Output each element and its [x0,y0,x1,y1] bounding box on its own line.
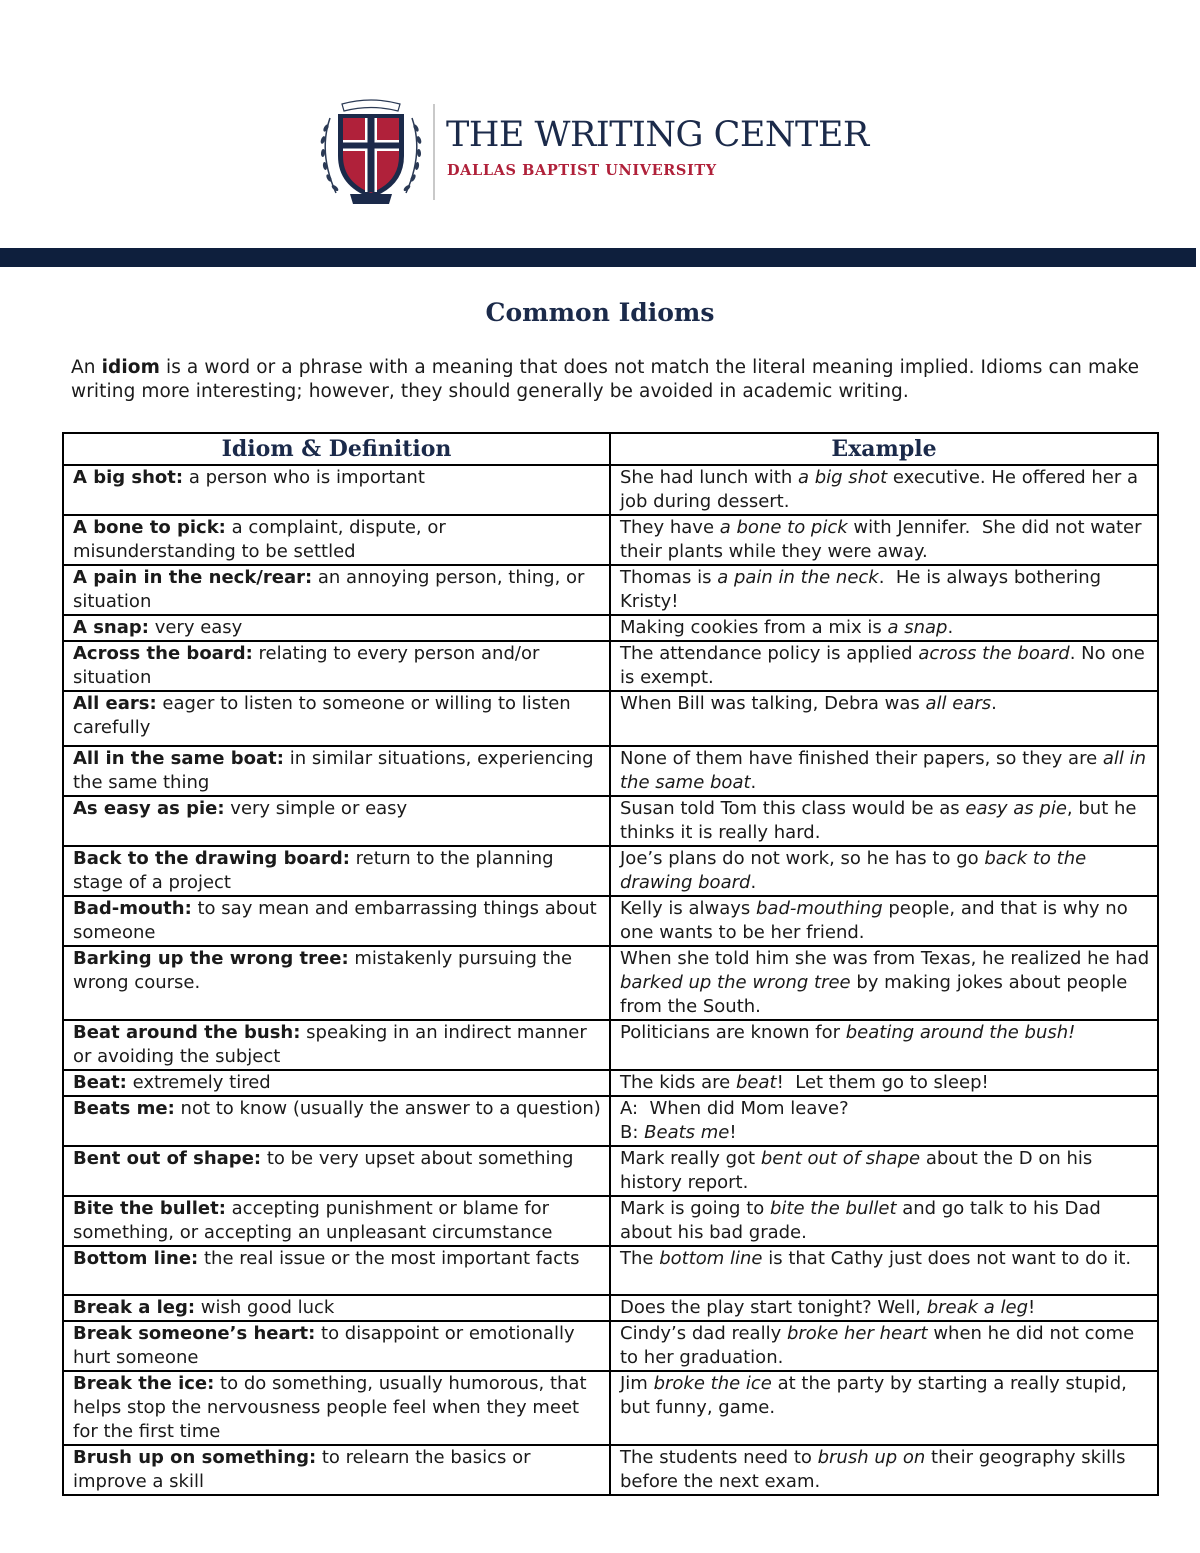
idiom-term: Break the ice: [73,1373,215,1394]
example-text: Joe’s plans do not work, so he has to go [620,848,985,869]
idiom-definition: to be very upset about something [261,1148,574,1169]
example-text: The [620,1248,660,1269]
table-row [63,465,1158,515]
idiom-cell [63,641,610,691]
idiom-cell [63,1246,610,1295]
example-text: , but he thinks it is really hard. [620,798,1143,843]
idiom-cell [63,1096,610,1146]
example-text: with Jennifer. She did not water their plants while they were away. [620,517,1148,562]
column-header-example: Example [610,433,1158,465]
idiom-definition: a person who is important [183,467,425,488]
table-row [63,1371,1158,1445]
idiom-definition: extremely tired [126,1072,271,1093]
intro-before: An [71,357,102,378]
example-text: . [750,772,757,793]
table-header-row [63,433,1158,465]
example-cell [610,1070,1158,1096]
idiom-cell [63,1196,610,1246]
example-idiom: brush up on [817,1447,926,1468]
example-text: Kelly is always [620,898,756,919]
idiom-definition: very easy [148,617,243,638]
table-row [63,615,1158,641]
idiom-cell [63,1371,610,1445]
example-text: and go talk to his Dad about his bad grade. [620,1198,1107,1243]
example-text: people, and that is why no one wants to be her friend. [620,898,1134,943]
table-row [63,1295,1158,1321]
example-idiom: break a leg [926,1297,1029,1318]
example-text: . [991,693,997,714]
example-idiom: bottom line [659,1248,763,1269]
example-cell [610,1146,1158,1196]
example-cell [610,1321,1158,1371]
example-text: A: When did Mom leave? B: [620,1098,849,1143]
example-text: by making jokes about people from the South. [620,972,1134,1017]
example-text: None of them have finished their papers, so they are [620,748,1103,769]
idiom-cell [63,565,610,615]
idiom-definition: relating to every person and/or situation [73,643,540,688]
table-row [63,691,1158,746]
idiom-definition: the real issue or the most important facts [198,1248,580,1269]
idioms-table [62,432,1159,1496]
idiom-cell [63,691,610,746]
example-text: their geography skills before the next exam. [620,1447,1132,1492]
table-row [63,846,1158,896]
university-name: DALLAS BAPTIST UNIVERSITY [447,162,717,179]
example-text: Thomas is [620,567,718,588]
idiom-definition: very simple or easy [224,798,408,819]
example-cell [610,565,1158,615]
example-idiom: a bone to pick [719,517,848,538]
example-idiom: bad-mouthing [756,898,883,919]
example-cell [610,1020,1158,1070]
example-text: when he did not come to her graduation. [620,1323,1140,1368]
example-idiom: easy as pie [965,798,1067,819]
example-text: Politicians are known for [620,1022,846,1043]
example-text: Susan told Tom this class would be as [620,798,966,819]
header-bar [0,248,1196,267]
idiom-cell [63,465,610,515]
idiom-cell [63,846,610,896]
column-header-idiom: Idiom & Definition [63,433,610,465]
table-row [63,896,1158,946]
idiom-term: A snap: [73,617,149,638]
idiom-definition: to relearn the basics or improve a skill [73,1447,531,1492]
example-cell [610,1371,1158,1445]
writing-center-title: THE WRITING CENTER [446,115,869,155]
table-row [63,1096,1158,1146]
table-row [63,1445,1158,1495]
idiom-definition: to disappoint or emotionally hurt someone [73,1323,575,1368]
idiom-definition: not to know (usually the answer to a question) [174,1098,601,1119]
table-row [63,796,1158,846]
idiom-cell [63,515,610,565]
example-text: Does the play start tonight? Well, [620,1297,927,1318]
idiom-definition: eager to listen to someone or willing to listen carefully [73,693,571,738]
example-cell [610,465,1158,515]
table-row [63,1246,1158,1295]
table-body [63,465,1158,1495]
idiom-term: Barking up the wrong tree: [73,948,349,969]
example-idiom: broke her heart [786,1323,928,1344]
idiom-definition: an annoying person, thing, or situation [73,567,585,612]
example-cell [610,846,1158,896]
table-row [63,1020,1158,1070]
table-row [63,515,1158,565]
idiom-term: Break someone’s heart: [73,1323,316,1344]
example-text: . No one is exempt. [620,643,1151,688]
idiom-definition: a complaint, dispute, or misunderstanding to be settled [73,517,446,562]
idiom-term: All in the same boat: [73,748,284,769]
example-text: executive. He offered her a job during dessert. [620,467,1144,512]
idiom-definition: wish good luck [195,1297,335,1318]
example-idiom: bite the bullet [770,1198,897,1219]
example-cell [610,746,1158,796]
table-row [63,1321,1158,1371]
example-idiom: broke the ice [653,1373,772,1394]
idiom-term: As easy as pie: [73,798,225,819]
example-cell [610,1096,1158,1146]
example-idiom: beat [735,1072,777,1093]
idiom-term: Break a leg: [73,1297,196,1318]
writing-center-logo [316,98,886,208]
example-idiom: a pain in the neck [717,567,879,588]
idiom-term: Back to the drawing board: [73,848,350,869]
intro-paragraph [71,356,1146,404]
example-cell [610,1196,1158,1246]
idiom-definition: to say mean and embarrassing things about someone [73,898,597,943]
example-text: The kids are [620,1072,736,1093]
example-text: at the party by starting a really stupid, but funny, game. [620,1373,1133,1418]
idiom-cell [63,1070,610,1096]
example-text: Making cookies from a mix is [620,617,888,638]
example-text: about the D on his history report. [620,1148,1098,1193]
example-idiom: beating around the bush! [845,1022,1076,1043]
example-idiom: back to the drawing board [620,848,1092,893]
example-idiom: across the board [918,643,1070,664]
example-cell [610,896,1158,946]
idiom-cell [63,896,610,946]
idiom-term: Bite the bullet: [73,1198,226,1219]
example-cell [610,1246,1158,1295]
example-text: Mark is going to [620,1198,770,1219]
idiom-cell [63,946,610,1020]
example-idiom: barked up the wrong tree [620,972,851,993]
idiom-term: A pain in the neck/rear: [73,567,313,588]
idiom-definition: speaking in an indirect manner or avoiding the subject [73,1022,587,1067]
idiom-definition: accepting punishment or blame for something, or accepting an unpleasant circumstance [73,1198,553,1243]
idiom-cell [63,1295,610,1321]
example-cell [610,615,1158,641]
example-text: is that Cathy just does not want to do it. [762,1248,1132,1269]
example-text: When Bill was talking, Debra was [620,693,926,714]
idiom-cell [63,796,610,846]
example-text: She had lunch with [620,467,798,488]
example-idiom: bent out of shape [760,1148,921,1169]
idiom-cell [63,615,610,641]
example-cell [610,946,1158,1020]
example-idiom: a snap [887,617,948,638]
idiom-cell [63,1146,610,1196]
idiom-term: Across the board: [73,643,253,664]
idiom-term: Brush up on something: [73,1447,317,1468]
example-text: The students need to [620,1447,818,1468]
example-text: When she told him she was from Texas, he realized he had [620,948,1155,969]
idiom-cell [63,1020,610,1070]
example-cell [610,641,1158,691]
table-row [63,1070,1158,1096]
idiom-cell [63,746,610,796]
logo-divider [433,104,435,200]
intro-term: idiom [101,357,160,378]
idiom-term: Beat around the bush: [73,1022,301,1043]
idiom-cell [63,1445,610,1495]
example-cell [610,515,1158,565]
page-title: Common Idioms [485,298,715,327]
table-row [63,641,1158,691]
example-text: Cindy’s dad really [620,1323,787,1344]
idiom-term: Bottom line: [73,1248,199,1269]
example-idiom: Beats me [644,1122,730,1143]
idiom-cell [63,1321,610,1371]
idiom-term: All ears: [73,693,157,714]
example-idiom: all in the same boat [620,748,1152,793]
example-cell [610,691,1158,746]
idiom-definition: return to the planning stage of a project [73,848,554,893]
example-text: ! [1028,1297,1036,1318]
idiom-definition: in similar situations, experiencing the same thing [73,748,594,793]
idiom-term: Beat: [73,1072,127,1093]
example-cell [610,1295,1158,1321]
example-text: . He is always bothering Kristy! [620,567,1107,612]
example-text: They have [620,517,720,538]
example-text: . [750,872,757,893]
idiom-definition: to do something, usually humorous, that helps stop the nervousness people feel when they meet for the first time [73,1373,587,1442]
example-text: ! [729,1122,737,1143]
table-row [63,1146,1158,1196]
idiom-term: Beats me: [73,1098,175,1119]
example-text: . [947,617,954,638]
example-text: Jim [620,1373,654,1394]
table-row [63,946,1158,1020]
idiom-term: Bent out of shape: [73,1148,262,1169]
example-text: ! Let them go to sleep! [776,1072,989,1093]
idiom-definition: mistakenly pursuing the wrong course. [73,948,573,993]
table-row [63,565,1158,615]
example-idiom: all ears [925,693,992,714]
table-row [63,1196,1158,1246]
table-row [63,746,1158,796]
intro-after: is a word or a phrase with a meaning that does not match the literal meaning implied. Idioms can make writing more interesting; however, they should generally be avoided in academic writing. [71,357,1140,402]
idiom-term: A big shot: [73,467,184,488]
example-idiom: a big shot [797,467,888,488]
example-cell [610,1445,1158,1495]
university-crest-icon [316,98,426,210]
example-text: The attendance policy is applied [620,643,919,664]
example-text: Mark really got [620,1148,761,1169]
idiom-term: Bad-mouth: [73,898,192,919]
example-cell [610,796,1158,846]
idiom-term: A bone to pick: [73,517,226,538]
